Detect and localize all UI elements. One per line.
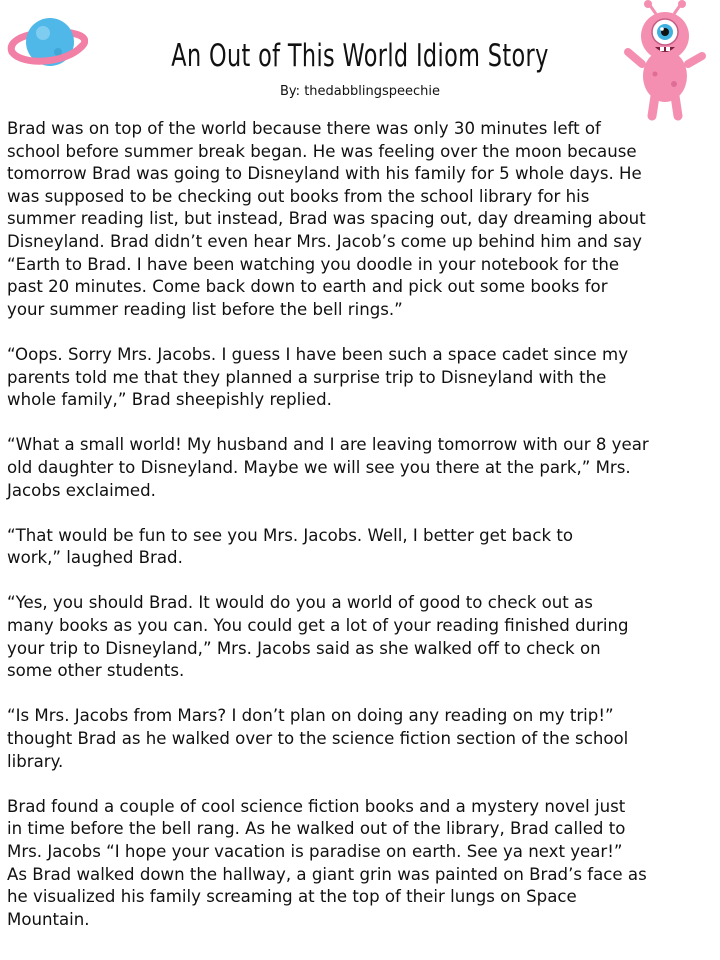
- story-byline: By: thedabblingspeechie: [280, 84, 440, 99]
- text-line: past 20 minutes. Come back down to earth and pick out some books for: [7, 277, 608, 297]
- text-line: Brad found a couple of cool science fiction books and a mystery novel just: [7, 796, 626, 816]
- text-line: “Is Mrs. Jacobs from Mars? I don’t plan on doing any reading on my trip!”: [7, 706, 614, 726]
- text-line: Jacobs exclaimed.: [7, 480, 156, 500]
- story-paragraph: [7, 592, 713, 682]
- text-line: your summer reading list before the bell rings.”: [7, 299, 403, 319]
- pink-cyclops-alien-icon: [622, 0, 708, 122]
- text-line: he visualized his family screaming at the top of their lungs on Space: [7, 887, 577, 907]
- story-paragraph: [7, 434, 713, 502]
- story-body: [7, 118, 713, 954]
- text-line: “What a small world! My husband and I are leaving tomorrow with our 8 year: [7, 435, 649, 455]
- text-line: work,” laughed Brad.: [7, 548, 183, 568]
- text-line: many books as you can. You could get a lot of your reading finished during: [7, 616, 629, 636]
- story-paragraph: [7, 705, 713, 773]
- text-line: thought Brad as he walked over to the science fiction section of the school: [7, 729, 629, 749]
- text-line: parents told me that they planned a surprise trip to Disneyland with the: [7, 367, 607, 387]
- text-line: whole family,” Brad sheepishly replied.: [7, 390, 332, 410]
- text-line: “Earth to Brad. I have been watching you doodle in your notebook for the: [7, 254, 620, 274]
- text-line: Brad was on top of the world because there was only 30 minutes left of: [7, 119, 601, 138]
- text-line: library.: [7, 751, 64, 771]
- text-line: your trip to Disneyland,” Mrs. Jacobs said as she walked off to check on: [7, 638, 601, 658]
- text-line: school before summer break began. He was feeling over the moon because: [7, 141, 637, 161]
- text-line: summer reading list, but instead, Brad was spacing out, day dreaming about: [7, 209, 646, 229]
- text-line: Mrs. Jacobs “I hope your vacation is paradise on earth. See ya next year!”: [7, 842, 623, 861]
- text-line: tomorrow Brad was going to Disneyland with his family for 5 whole days. He: [7, 164, 642, 184]
- story-paragraph: [7, 344, 713, 412]
- story-title: An Out of This World Idiom Story: [171, 38, 549, 74]
- text-line: Disneyland. Brad didn’t even hear Mrs. Jacob’s come up behind him and say: [7, 231, 642, 251]
- text-line: “That would be fun to see you Mrs. Jacobs. Well, I better get back to: [7, 525, 573, 545]
- story-paragraph: [7, 525, 713, 570]
- text-line: Mountain.: [7, 909, 90, 929]
- story-paragraph: [7, 118, 713, 321]
- text-line: some other students.: [7, 661, 185, 681]
- ringed-planet-icon: [6, 8, 88, 78]
- text-line: “Oops. Sorry Mrs. Jacobs. I guess I have been such a space cadet since my: [7, 344, 629, 364]
- text-line: was supposed to be checking out books from the school library for his: [7, 186, 590, 206]
- story-paragraph: [7, 796, 713, 932]
- text-line: in time before the bell rang. As he walked out of the library, Brad called to: [7, 819, 626, 839]
- text-line: old daughter to Disneyland. Maybe we will see you there at the park,” Mrs.: [7, 457, 631, 477]
- text-line: “Yes, you should Brad. It would do you a world of good to check out as: [7, 593, 593, 613]
- text-line: As Brad walked down the hallway, a giant grin was painted on Brad’s face as: [7, 864, 647, 884]
